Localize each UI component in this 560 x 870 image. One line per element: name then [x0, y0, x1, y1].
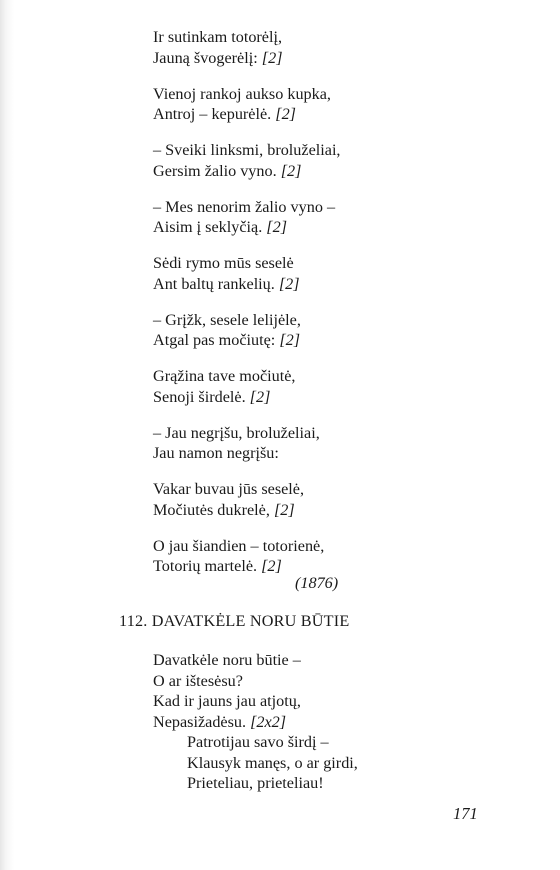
verse-text: Klausyk manęs, o ar girdi, [187, 753, 358, 772]
verse-line [153, 274, 533, 295]
verse-text: Jauną švogerėlį: [153, 48, 262, 67]
verse-line [153, 140, 533, 161]
verse-line [153, 27, 533, 48]
verse-text: Prieteliau, prieteliau! [187, 774, 324, 792]
stanza [153, 310, 533, 351]
verse-line [153, 650, 358, 671]
verse-text: O jau šiandien – totorienė, [153, 536, 325, 555]
stanza [153, 423, 533, 464]
stanza [153, 479, 533, 520]
verse-line [153, 691, 358, 712]
verse-text: Gersim žalio vyno. [153, 161, 281, 180]
verse-text: Totorių martelė. [153, 557, 262, 575]
verse-text: – Sveiki linksmi, broluželiai, [153, 141, 341, 159]
verse-text: Vakar buvau jūs seselė, [153, 480, 305, 498]
stanza [153, 253, 533, 294]
verse-text: Davatkėle noru būtie – [153, 651, 301, 669]
stanza [153, 197, 533, 238]
stanza [153, 366, 533, 407]
verse-line [153, 671, 358, 692]
song-heading: 112. DAVATKĖLE NORU BŪTIE [119, 612, 350, 630]
repeat-marker: [2] [279, 331, 301, 349]
verse-text: – Mes nenorim žalio vyno – [153, 197, 336, 216]
verse-text: Močiutės dukrelė, [153, 500, 274, 519]
verse-line [153, 443, 533, 464]
verse-text: Antroj – kepurėlė. [153, 105, 276, 123]
verse-line [153, 197, 533, 218]
verse-line [153, 217, 533, 238]
repeat-marker: [2] [273, 500, 295, 519]
repeat-marker: [2] [249, 387, 271, 406]
stanza [153, 536, 533, 577]
stanza [153, 140, 533, 181]
song-111-text [153, 27, 533, 592]
refrain-line [153, 773, 358, 794]
verse-text: Vienoj rankoj aukso kupka, [153, 84, 331, 103]
verse-line [153, 366, 533, 387]
verse-line [153, 500, 533, 521]
repeat-marker: [2] [278, 274, 300, 293]
verse-text: Atgal pas močiutę: [153, 331, 280, 349]
repeat-marker: [2] [261, 557, 282, 575]
verse-line [153, 48, 533, 69]
verse-text: Senoji širdelė. [153, 387, 250, 406]
verse-text: Jau namon negrįšu: [153, 444, 279, 462]
song-date: (1876) [295, 574, 339, 592]
verse-line [153, 423, 533, 444]
verse-line [153, 310, 533, 331]
refrain-line [153, 753, 358, 774]
verse-line [153, 387, 533, 408]
verse-line [153, 330, 533, 351]
verse-line [153, 479, 533, 500]
repeat-marker: [2x2] [250, 712, 287, 731]
stanza [153, 27, 533, 68]
verse-text: Patrotijau savo širdį – [187, 733, 329, 751]
verse-line [153, 84, 533, 105]
verse-text: – Jau negrįšu, broluželiai, [153, 423, 320, 442]
verse-line [153, 161, 533, 182]
verse-text: O ar ištesėsu? [153, 671, 243, 690]
repeat-marker: [2] [280, 161, 302, 180]
verse-line [153, 536, 533, 557]
verse-line [153, 712, 358, 733]
verse-text: Nepasižadėsu. [153, 712, 251, 731]
refrain-line [153, 732, 358, 753]
stanza [153, 84, 533, 125]
repeat-marker: [2] [266, 218, 287, 236]
repeat-marker: [2] [275, 105, 296, 123]
verse-text: Aisim į seklyčią. [153, 218, 267, 236]
page-number: 171 [453, 804, 478, 823]
verse-line [153, 556, 533, 577]
verse-text: – Grįžk, sesele lelijėle, [153, 310, 301, 329]
verse-text: Sėdi rymo mūs seselė [153, 254, 294, 272]
song-112-text [153, 650, 358, 794]
verse-text: Grąžina tave močiutė, [153, 367, 296, 385]
repeat-marker: [2] [261, 48, 283, 67]
verse-line [153, 253, 533, 274]
verse-text: Ant baltų rankelių. [153, 274, 279, 293]
verse-text: Ir sutinkam totorėlį, [153, 28, 283, 46]
verse-line [153, 104, 533, 125]
verse-text: Kad ir jauns jau atjotų, [153, 692, 301, 710]
